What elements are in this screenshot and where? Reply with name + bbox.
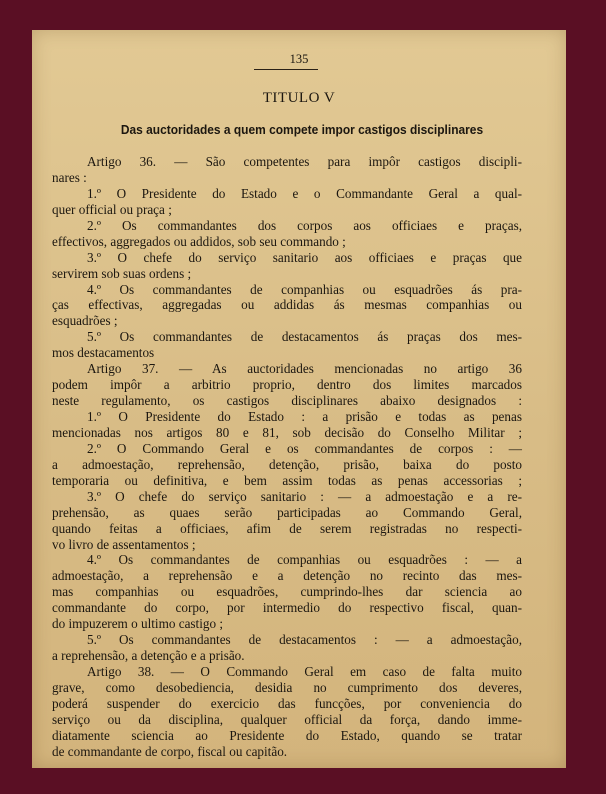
text-line: 1.º O Presidente do Estado : a prisão e todas as penas — [87, 409, 522, 424]
text-line: grave, como desobediencia, desidia no cumprimento dos deveres, — [52, 679, 522, 695]
text-line: Artigo 37. — As auctoridades mencionadas no artigo 36 — [87, 361, 522, 377]
text-line: ças effectivas, aggregadas ou addidas ás mesmas companhias ou — [52, 297, 522, 313]
text-line: mas companhias ou esquadrões, cumprindo-lhes dar sciencia ao — [52, 584, 522, 600]
text-line: effectivos, aggregados ou addidos, sob seu commando ; — [52, 233, 346, 249]
text-line: prehensão, as quaes serão participadas ao Commando Geral, — [52, 504, 522, 520]
text-line: 4.º Os commandantes de companhias ou esquadrões ás pra- — [87, 281, 522, 297]
text-line: Artigo 36. — São competentes para impôr castigos discipli- — [87, 154, 522, 169]
text-line: a reprehensão, a detenção e a prisão. — [52, 648, 245, 664]
text-line: 4.º Os commandantes de companhias ou esquadrões : — a — [87, 552, 522, 568]
text-line: mos destacamentos — [52, 345, 155, 361]
text-line: nares : — [52, 169, 87, 185]
text-line: esquadrões ; — [52, 313, 118, 329]
text-line: 5.º Os commandantes de destacamentos ás praças dos mes- — [87, 329, 522, 345]
text-line: admoestação, a reprehensão e a detenção no recinto das mes- — [52, 568, 522, 584]
text-line: poderá suspender do exercicio das funcções, por conveniencia do — [52, 695, 522, 711]
text-line: vo livro de assentamentos ; — [52, 536, 196, 552]
title-heading: TITULO V — [262, 90, 336, 106]
text-line: neste regulamento, os castigos disciplinares abaixo designados : — [52, 393, 522, 409]
text-line: commandante do corpo, por intermedio do respectivo fiscal, quan- — [52, 600, 522, 616]
text-line: a admoestação, reprehensão, detenção, prisão, baixa do posto — [52, 456, 522, 472]
text-line: 2.º Os commandantes dos corpos aos officiaes e praças, — [87, 217, 522, 233]
page-number-rule — [254, 69, 318, 70]
text-line: diatamente sciencia ao Presidente do Estado, quando se tratar — [52, 727, 522, 743]
text-line: 3.º O chefe do serviço sanitario : — a admoestação e a re- — [87, 488, 522, 504]
text-line: temporaria ou definitiva, e bem assim todas as penas accessorias ; — [52, 472, 522, 488]
text-line: 2.º O Commando Geral e os commandantes de corpos : — — [87, 440, 522, 456]
text-line: mencionadas nos artigos 80 e 81, sob decisão do Conselho Militar ; — [52, 424, 522, 440]
text-line: 5.º Os commandantes de destacamentos : — a admoestação, — [87, 632, 522, 648]
text-line: serviço ou da disciplina, qualquer official da força, dando imme- — [52, 711, 522, 727]
text-line: 3.º O chefe do serviço sanitario aos officiaes e praças que — [87, 249, 522, 265]
text-line: podem impôr a arbitrio proprio, dentro dos limites marcados — [52, 377, 522, 393]
text-line: do impuzerem o ultimo castigo ; — [52, 616, 224, 632]
text-line: 1.º O Presidente do Estado e o Commandante Geral a qual- — [87, 185, 522, 201]
book-page — [32, 30, 566, 768]
text-line: de commandante de corpo, fiscal ou capitão. — [52, 743, 288, 759]
section-subheading: Das auctoridades a quem compete impor castigos disciplinares — [120, 122, 484, 137]
text-line: quer official ou praça ; — [52, 201, 172, 217]
body-text — [52, 154, 522, 760]
text-line: servirem sob suas ordens ; — [52, 265, 192, 281]
text-line: quando feitas a officiaes, afim de serem registradas no respecti- — [52, 520, 522, 536]
page-number: 135 — [289, 52, 309, 66]
text-line: Artigo 38. — O Commando Geral em caso de falta muito — [87, 664, 522, 679]
